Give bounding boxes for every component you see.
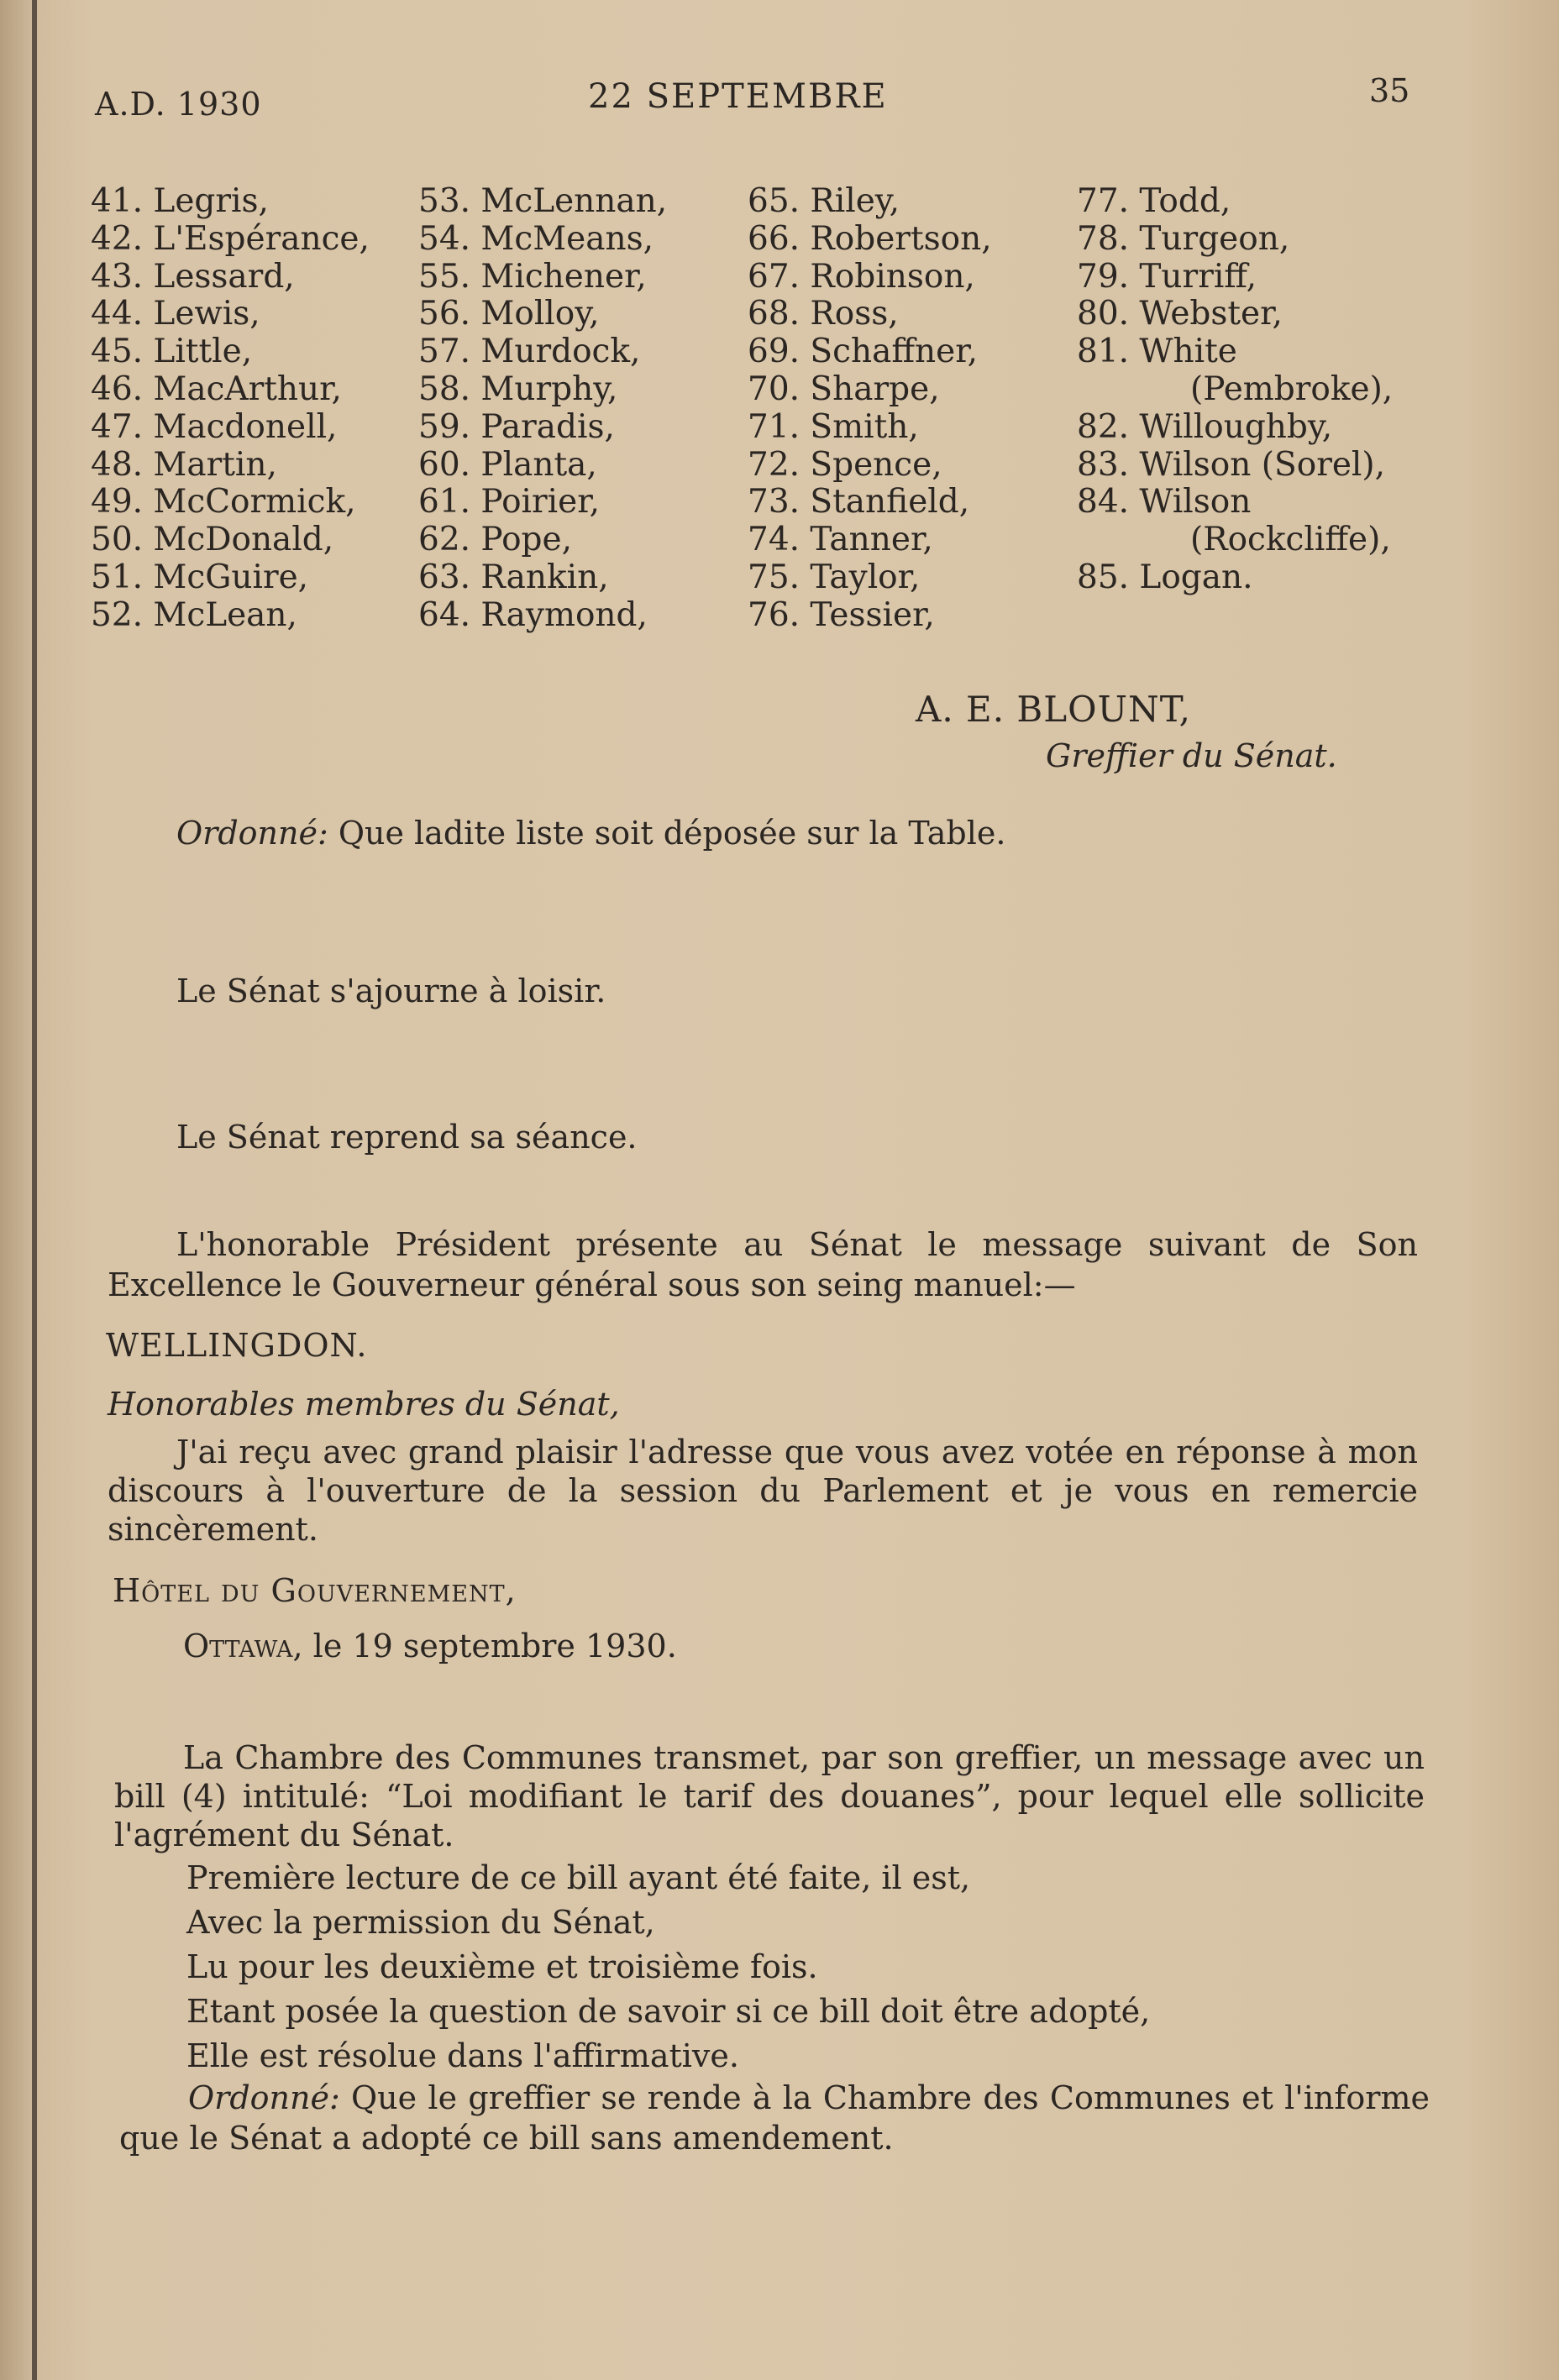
salutation: Honorables membres du Sénat, bbox=[108, 1386, 620, 1423]
list-item: 61. Poirier, bbox=[418, 483, 600, 522]
list-item: 50. McDonald, bbox=[91, 521, 334, 559]
list-item: 73. Stanfield, bbox=[748, 483, 970, 522]
proceeding-line: Etant posée la question de savoir si ce bill doit être adopté, bbox=[186, 1993, 1151, 2030]
adjourn-paragraph: Le Sénat s'ajourne à loisir. bbox=[176, 972, 606, 1009]
proceedings-block bbox=[186, 1856, 1497, 2079]
signature-title: Greffier du Sénat. bbox=[1046, 737, 1337, 774]
roll-column-1 bbox=[91, 183, 370, 635]
header-year: A.D. 1930 bbox=[95, 86, 262, 123]
list-item: 56. Molloy, bbox=[418, 295, 600, 333]
date-line bbox=[183, 1626, 1493, 1666]
list-item: 71. Smith, bbox=[748, 407, 919, 446]
binding-line bbox=[32, 0, 37, 2380]
list-item: 83. Wilson (Sorel), bbox=[1077, 445, 1385, 484]
list-item: 78. Turgeon, bbox=[1077, 219, 1290, 258]
message-body: J'ai reçu avec grand plaisir l'adresse que vous avez votée en réponse à mon discours à l'ouverture de la session du Parlement et je vous en remercie sincèrement. bbox=[108, 1434, 1418, 1548]
list-item: 45. Little, bbox=[91, 333, 253, 371]
list-item: 62. Pope, bbox=[418, 521, 573, 559]
roll-column-4 bbox=[1077, 183, 1393, 597]
signature-name: A. E. BLOUNT, bbox=[916, 689, 1191, 730]
page-number: 35 bbox=[1369, 72, 1410, 109]
proceeding-line: Avec la permission du Sénat, bbox=[186, 1904, 655, 1941]
list-item: 85. Logan. bbox=[1077, 558, 1253, 596]
order-text: Que le greffier se rende à la Chambre des Communes et l'informe que le Sénat a adopté ce bill sans amendement. bbox=[119, 2079, 1430, 2157]
list-item: 82. Willoughby, bbox=[1077, 407, 1333, 446]
list-item: 49. McCormick, bbox=[91, 483, 356, 522]
list-item-continuation: (Rockcliffe), bbox=[1190, 521, 1391, 559]
list-item: 54. McMeans, bbox=[418, 219, 654, 258]
order-paragraph-1 bbox=[108, 813, 1418, 853]
list-item: 46. MacArthur, bbox=[91, 370, 342, 408]
place-line: Hôtel du Gouvernement, bbox=[113, 1572, 517, 1609]
list-item: 74. Tanner, bbox=[748, 521, 933, 559]
list-item: 65. Riley, bbox=[748, 182, 900, 220]
list-item: 77. Todd, bbox=[1077, 182, 1231, 220]
list-item: 68. Ross, bbox=[748, 295, 899, 333]
list-item: 42. L'Espérance, bbox=[91, 219, 370, 258]
list-item: 76. Tessier, bbox=[748, 595, 935, 634]
list-item: 44. Lewis, bbox=[91, 295, 260, 333]
list-item: 58. Murphy, bbox=[418, 370, 618, 408]
message-intro-paragraph: L'honorable Président présente au Sénat le message suivant de Son Excellence le Gouverneur général sous son seing manuel:— bbox=[108, 1226, 1418, 1303]
list-item: 79. Turriff, bbox=[1077, 257, 1257, 296]
list-item: 70. Sharpe, bbox=[748, 370, 940, 408]
proceeding-line: Lu pour les deuxième et troisième fois. bbox=[186, 1948, 818, 1985]
list-item: 63. Rankin, bbox=[418, 558, 609, 596]
list-item: 84. Wilson bbox=[1077, 483, 1252, 522]
order-label: Ordonné: bbox=[176, 815, 328, 852]
order-text: Que ladite liste soit déposée sur la Table. bbox=[328, 815, 1006, 852]
list-item: 55. Michener, bbox=[418, 257, 647, 296]
date-rest: le 19 septembre 1930. bbox=[302, 1628, 677, 1664]
list-item: 53. McLennan, bbox=[418, 182, 668, 220]
list-item: 80. Webster, bbox=[1077, 295, 1283, 333]
list-item: 64. Raymond, bbox=[418, 595, 648, 634]
list-item-continuation: (Pembroke), bbox=[1190, 370, 1394, 408]
list-item: 75. Taylor, bbox=[748, 558, 921, 596]
order-label: Ordonné: bbox=[188, 2079, 340, 2116]
roll-column-2 bbox=[418, 183, 667, 635]
list-item: 66. Robertson, bbox=[748, 219, 992, 258]
list-item: 59. Paradis, bbox=[418, 407, 615, 446]
binding-edge bbox=[0, 0, 32, 2380]
list-item: 72. Spence, bbox=[748, 445, 942, 484]
list-item: 57. Murdock, bbox=[418, 333, 641, 371]
resume-paragraph: Le Sénat reprend sa séance. bbox=[176, 1119, 638, 1156]
list-item: 51. McGuire, bbox=[91, 558, 309, 596]
governor-name: WELLINGDON. bbox=[106, 1327, 368, 1364]
order-paragraph-2 bbox=[119, 2078, 1430, 2158]
proceeding-line: Première lecture de ce bill ayant été faite, il est, bbox=[186, 1859, 971, 1896]
list-item: 67. Robinson, bbox=[748, 257, 975, 296]
commons-message-paragraph: La Chambre des Communes transmet, par son greffier, un message avec un bill (4) intitulé: “Loi modifiant le tarif des douanes”, pour lequel elle sollicite l'agrément du Sénat. bbox=[114, 1739, 1425, 1853]
list-item: 48. Martin, bbox=[91, 445, 277, 484]
date-city: Ottawa, bbox=[183, 1628, 303, 1664]
list-item: 60. Planta, bbox=[418, 445, 597, 484]
header-date: 22 SEPTEMBRE bbox=[588, 77, 888, 116]
running-header bbox=[0, 72, 1559, 128]
proceeding-line: Elle est résolue dans l'affirmative. bbox=[186, 2037, 739, 2074]
list-item: 41. Legris, bbox=[91, 182, 269, 220]
list-item: 47. Macdonell, bbox=[91, 407, 338, 446]
roll-column-3 bbox=[748, 183, 992, 635]
list-item: 52. McLean, bbox=[91, 595, 297, 634]
list-item: 69. Schaffner, bbox=[748, 333, 979, 371]
list-item: 43. Lessard, bbox=[91, 257, 295, 296]
list-item: 81. White bbox=[1077, 333, 1237, 371]
